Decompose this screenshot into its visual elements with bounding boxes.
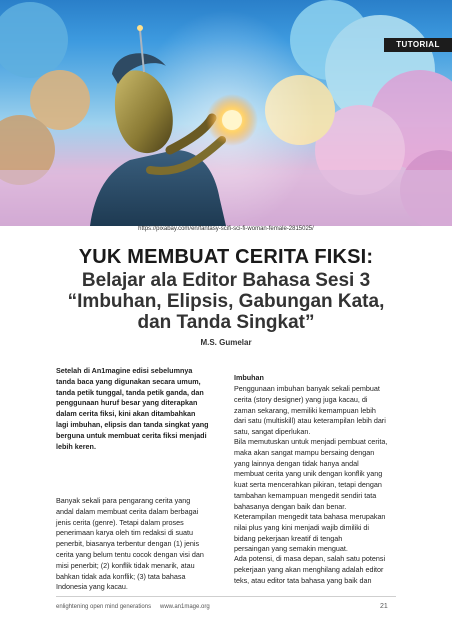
text-line: Ada potensi, di masa depan, salah satu potensi [234,554,386,563]
text-line: yang lainnya dengan tidak hanya andal [234,458,359,468]
subtitle-line: “Imbuhan, Elipsis, Gabungan Kata, [67,291,385,312]
text-line: satu, sangat diperlukan. [234,427,311,437]
text-line: dalam cerita fiksi, kini akan ditambahkan [56,409,196,419]
text-line: membuat cerita yang unik dengan konflik yang [234,469,383,479]
text-line: Penggunaan imbuhan banyak sekali pembuat [234,384,380,393]
subtitle-line: Belajar ala Editor Bahasa Sesi 3 [81,270,371,291]
text-line: tanda petik tunggal, tanda petik ganda, dan [56,387,204,397]
text-line: Bila memutuskan untuk menjadi pembuat cerita, [234,437,388,446]
text-line: tambahan kemampuan mengedit sendiri tata [234,490,377,500]
text-line: nilai plus yang kini menjadi wajib dimiliki di [234,522,370,532]
text-line: pekerjaan yang akan menghilang adalah editor [234,564,384,574]
text-line: cerita yang belum tentu cocok dengan visi dan [56,549,204,559]
text-line: Indonesia yang kacau. [56,582,128,592]
text-line: lebih keren. [56,441,96,451]
text-line: penggunaan huruf besar yang diterapkan [56,398,198,408]
text-line: penerbit, biasanya terbentur dengan (1) jenis [56,539,200,549]
section-tag: TUTORIAL [384,38,452,52]
text-line: bidang pekerjaan kreatif di tengah [234,533,343,543]
page-number: 21 [380,603,388,610]
text-line: persaingan yang semakin menguat. [234,544,348,554]
hero-illustration [0,0,452,226]
text-line: bahkan tidak ada konflik; (3) tata bahasa [56,571,186,581]
text-line: lagi imbuhan, elipsis dan tanda singkat yang [56,419,209,429]
text-line: Setelah di An1magine edisi sebelumnya [56,366,193,375]
text-line: zaman sekarang, memiliki kemampuan lebih [234,405,376,415]
body-paragraph [234,384,406,438]
body-paragraph [234,554,406,586]
text-line: tanda baca yang digunakan secara umum, [56,376,201,386]
body-paragraph [56,496,220,593]
article-subtitle [20,270,432,333]
text-line: Keterampilan mengedit tata bahasa merupakan [234,512,386,521]
text-line: kuat serta mencerahkan pikiran, tetapi dengan [234,480,382,490]
footer-tagline: enlightening open mind generations [56,604,152,610]
footer-website-link[interactable]: www.an1mage.org [160,604,210,610]
text-line: misi penerbit; (2) konflik tidak menarik, atau [56,560,195,570]
text-line: andal dalam membuat cerita dalam berbagai [56,506,199,516]
body-paragraph [234,512,406,555]
text-line: dari satu (multiskill) atau keterampilan lebih dari [234,416,386,426]
image-credit[interactable]: https://pixabay.com/en/fantasy-scifi-sci-fi-woman-female-2815025/ [138,226,314,232]
subtitle-line: dan Tanda Singkat” [137,312,315,333]
text-line: cerita (story designer) yang juga kacau, di [234,394,368,404]
article-title: YUK MEMBUAT CERITA FIKSI: [78,246,374,268]
hero-artwork [0,0,452,226]
text-line: Banyak sekali para pengarang cerita yang [56,496,191,505]
intro-paragraph [56,366,220,452]
text-line: bahasanya dengan baik dan benar. [234,501,347,511]
text-line: maka akan sangat mampu bersaing dengan [234,447,375,457]
text-line: teks, atau editor tata bahasa yang baik dan [234,575,372,585]
text-line: jenis cerita (genre). Tetapi dalam proses [56,517,184,527]
footer-divider [56,596,396,597]
author-name: M.S. Gumelar [200,338,252,347]
text-line: berguna untuk membuat cerita fiksi menjadi [56,430,207,440]
section-heading-imbuhan: Imbuhan [234,373,264,382]
text-line: penerimaan karya oleh tim redaksi di suatu [56,528,194,538]
body-paragraph [234,437,406,513]
